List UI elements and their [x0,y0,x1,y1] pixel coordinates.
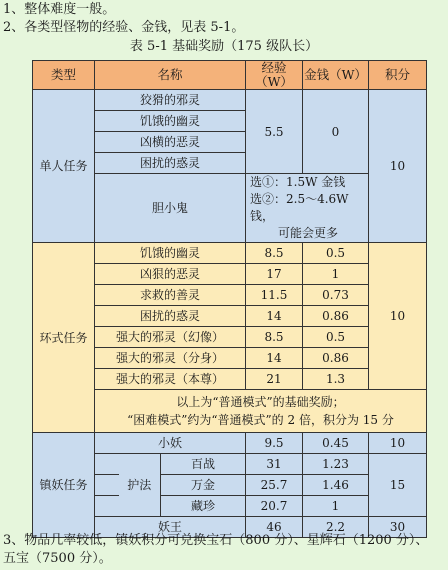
ring-note-line-1: 以上为“普通模式”的基础奖励； [176,395,345,409]
ring-money-5: 0.5 [303,327,369,348]
guard-money-3: 1 [303,496,369,517]
solo-type-cell: 单人任务 [33,90,95,243]
ring-money-3: 0.73 [303,285,369,306]
guard-name-2: 万金 [161,475,246,496]
ring-money-6: 0.86 [303,348,369,369]
ring-name-1: 饥饿的幽灵 [95,243,246,264]
table-row [33,90,427,111]
ring-exp-1: 8.5 [246,243,303,264]
ring-score: 10 [369,243,427,390]
ring-note-line-2: “困难模式”约为“普通模式”的 2 倍，积分为 15 分 [127,413,394,427]
intro-line-1: 1、整体难度一般。 [3,2,116,17]
ring-exp-2: 17 [246,264,303,285]
table-caption: 表 5-1 基础奖励（175 级队长） [129,39,319,54]
ring-exp-6: 14 [246,348,303,369]
guard-score: 15 [369,454,427,517]
ring-money-7: 1.3 [303,369,369,390]
ring-exp-7: 21 [246,369,303,390]
guard-exp-2: 25.7 [246,475,303,496]
coward-name: 胆小鬼 [95,174,246,243]
table-row [33,243,427,264]
ring-name-3: 求救的善灵 [95,285,246,306]
demon-king-money: 2.2 [303,517,369,538]
ring-money-2: 1 [303,264,369,285]
ring-name-6: 强大的邪灵（分身） [95,348,246,369]
demon-king-name: 妖王 [95,517,246,538]
ring-money-1: 0.5 [303,243,369,264]
guard-money-2: 1.46 [303,475,369,496]
header-exp: 经验（W） [246,61,303,90]
header-name: 名称 [95,61,246,90]
solo-name-1: 狡猾的邪灵 [95,90,246,111]
guard-exp-1: 31 [246,454,303,475]
small-demon-score: 10 [369,433,427,454]
guard-exp-3: 20.7 [246,496,303,517]
solo-exp: 5.5 [246,90,303,174]
table-row [33,433,427,454]
guard-label: 护法 [119,454,161,517]
solo-score: 10 [369,90,427,243]
guard-name-1: 百战 [161,454,246,475]
ring-name-5: 强大的邪灵（幻像） [95,327,246,348]
header-score: 积分 [369,61,427,90]
ring-exp-5: 8.5 [246,327,303,348]
small-demon-exp: 9.5 [246,433,303,454]
intro-line-2: 2、各类型怪物的经验、金钱，见表 5-1。 [3,20,245,35]
header-type: 类型 [33,61,95,90]
ring-type-cell: 环式任务 [33,243,95,433]
solo-money: 0 [303,90,369,174]
ring-money-4: 0.86 [303,306,369,327]
ring-exp-4: 14 [246,306,303,327]
coward-option-2: 选②：2.5～4.6W 钱， [250,192,349,223]
coward-option-1: 选①：1.5W 金钱 [250,175,346,189]
demon-king-score: 30 [369,517,427,538]
ring-exp-3: 11.5 [246,285,303,306]
solo-name-3: 凶横的恶灵 [95,132,246,153]
table-header-row [33,61,427,90]
reward-table [32,60,427,538]
ring-name-7: 强大的邪灵（本尊） [95,369,246,390]
coward-option-3: 可能会更多 [278,226,339,240]
guard-name-3: 藏珍 [161,496,246,517]
ring-note [95,390,427,433]
demon-king-exp: 46 [246,517,303,538]
ring-name-4: 困扰的惑灵 [95,306,246,327]
header-money: 金钱（W） [303,61,369,90]
coward-options [246,174,369,243]
solo-name-4: 困扰的惑灵 [95,153,246,174]
guard-money-1: 1.23 [303,454,369,475]
ring-name-2: 凶狠的恶灵 [95,264,246,285]
demon-type-cell: 镇妖任务 [33,433,95,538]
small-demon-name: 小妖 [95,433,246,454]
footer-line-2: 五宝（7500 分）。 [3,551,112,566]
solo-name-2: 饥饿的幽灵 [95,111,246,132]
small-demon-money: 0.45 [303,433,369,454]
footer-line-1: 3、物品几率较低，镇妖积分可兑换宝石（800 分）、星辉石（1200 分）、 [3,533,429,548]
